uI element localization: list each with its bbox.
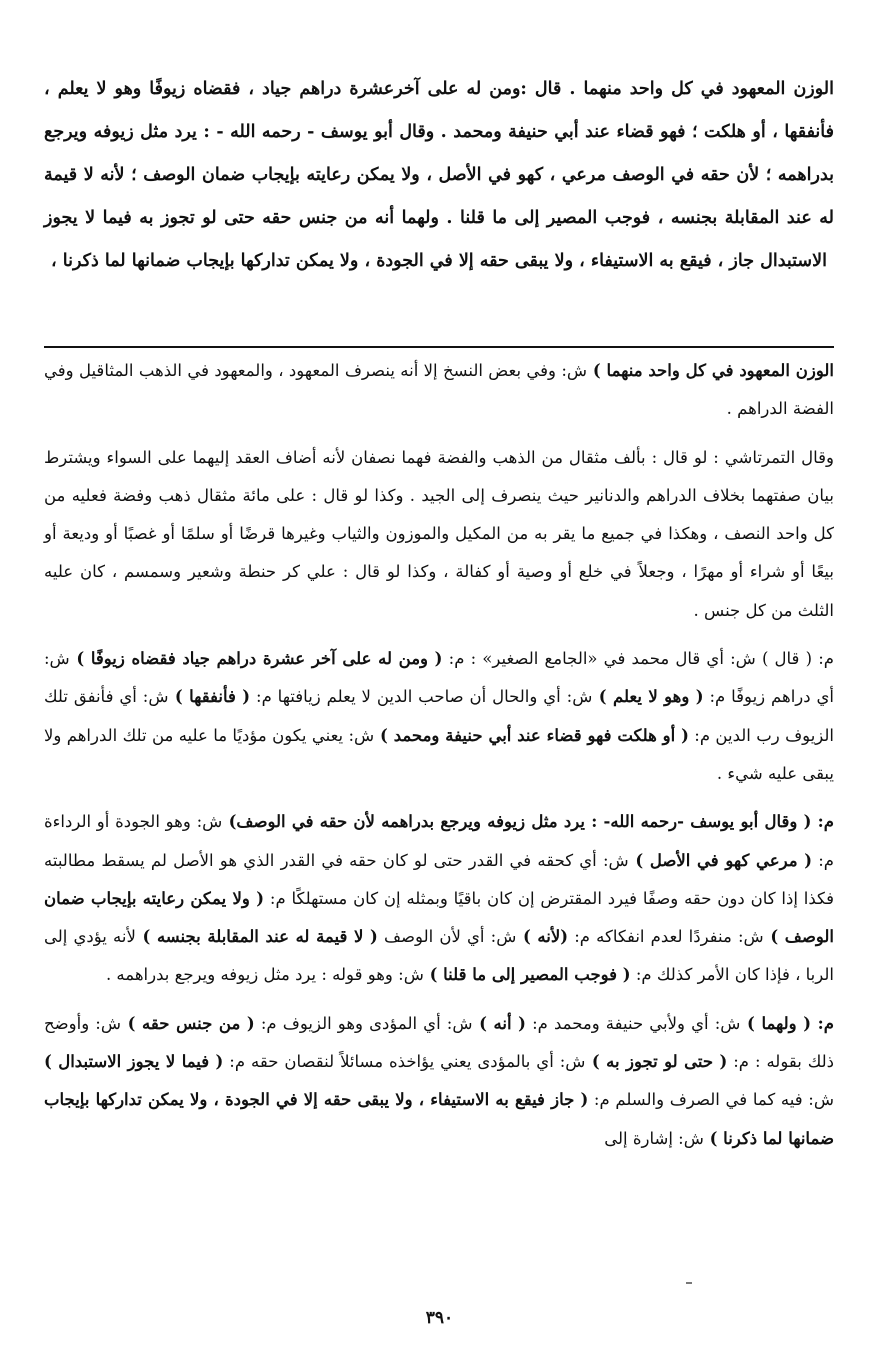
sharh-paragraph-5 xyxy=(44,1005,834,1158)
separator-line xyxy=(44,346,834,348)
text-segment: ش: يعني يكون مؤديًا ما عليه من تلك الدراهم ولا يبقى عليه شيء . xyxy=(44,725,834,783)
text-segment: (لأنه ) xyxy=(516,927,569,947)
text-segment: ( وهو لا يعلم ) xyxy=(592,687,704,707)
text-segment: ( حتى لو تجوز به ) xyxy=(585,1052,728,1072)
text-segment: م: ( قال ) ش: أي قال محمد في «الجامع الصغير» : م: xyxy=(442,649,834,669)
text-segment: ش: وهو قوله : يرد مثل زيوفه ويرجع بدراهمه . xyxy=(105,965,424,985)
sharh-paragraph-3 xyxy=(44,640,834,793)
text-segment: ش: أي بالمؤدى يعني يؤاخذه مسائلاً لنقصان حقه م: xyxy=(223,1052,586,1072)
text-segment: لأنه يؤدي إلى الربا ، فإذا كان الأمر كذلك م: xyxy=(44,927,834,985)
sharh-commentary-block xyxy=(44,352,834,1168)
text-segment: ش: وأوضح ذلك بقوله : م: xyxy=(44,1013,834,1072)
text-segment: ش: فيه كما في الصرف والسلم م: xyxy=(588,1090,834,1110)
text-segment: ش: إشارة إلى xyxy=(604,1128,704,1148)
text-segment: ش: أي دراهم زيوفًا م: xyxy=(44,649,835,707)
text-segment: ش: أي لأن الوصف xyxy=(377,927,517,947)
text-segment: ( ومن له على آخر عشرة دراهم جياد فقضاه زيوفًا ) xyxy=(69,649,443,669)
text-segment: ( ولا يمكن رعايته بإيجاب ضمان الوصف ) xyxy=(44,888,834,947)
text-segment: ش: أي المؤدى وهو الزيوف م: xyxy=(254,1013,473,1033)
text-segment: ش: أي ولأبي حنيفة ومحمد م: xyxy=(526,1013,741,1033)
text-segment: ( أو هلكت فهو قضاء عند أبي حنيفة ومحمد ) xyxy=(374,725,689,745)
text-segment: ش: أي والحال أن صاحب الدين لا يعلم زيافتها م: xyxy=(250,687,593,707)
print-speck xyxy=(686,1282,692,1284)
text-segment: ( من جنس حقه ) xyxy=(121,1013,255,1033)
text-segment: ش: وهو الجودة أو الرداءة م: xyxy=(44,812,835,870)
sharh-paragraph-4 xyxy=(44,803,834,994)
sharh-paragraph-1 xyxy=(44,352,834,429)
text-segment: م: ( ولهما ) xyxy=(740,1013,834,1033)
text-segment: الوزن المعهود في كل واحد منهما ) xyxy=(587,361,834,380)
text-segment: م: ( وقال أبو يوسف -رحمه الله- : يرد مثل زيوفه ويرجع بدراهمه لأن حقه في الوصف) xyxy=(222,812,834,832)
page-number: ٣٩٠ xyxy=(425,1308,454,1328)
matn-paragraph: الوزن المعهود في كل واحد منهما . قال :ومن له على آخرعشرة دراهم جياد ، فقضاه زيوفًا وهو لا يعلم ، فأنفقها ، أو هلكت ؛ فهو قضاء عند أبي حنيفة ومحمد . وقال أبو يوسف - رحمه الله - : يرد مثل زيوفه ويرجع بدراهمه ؛ لأن حقه في الوصف مرعي ، كهو في الأصل ، ولا يمكن رعايته بإيجاب ضمان الوصف ؛ لأنه لا قيمة له عند المقابلة بجنسه ، فوجب المصير إلى ما قلنا . ولهما أنه من جنس حقه حتى لو تجوز به فيما لا يجوز الاستبدال جاز ، فيقع به الاستيفاء ، ولا يبقى حقه إلا في الجودة ، ولا يمكن تداركها بإيجاب ضمانها لما ذكرنا ، xyxy=(44,79,834,271)
text-segment: ( مرعي كهو في الأصل ) xyxy=(628,850,813,870)
text-segment: ش: منفردًا لعدم انفكاكه م: xyxy=(568,927,764,947)
text-segment: ( فأنفقها ) xyxy=(168,687,251,707)
text-segment: وقال التمرتاشي : لو قال : بألف مثقال من الذهب والفضة فهما نصفان لأنه أضاف العقد إليهما على السواء ويشترط بيان صفتهما بخلاف الدراهم والدنانير حيث ينصرف إلى الجيد . وكذا لو قال : على مائة مثقال ذهب وفضة فعليه من كل واحد النصف ، وهكذا في جميع ما يقر به من المكيل والموزون والثياب وغيرها قرضًا أو سلمًا أو غصبًا أو وديعة أو بيعًا أو شراء أو مهرًا ، وجعلاً في خلع أو وصية أو كفالة ، وكذا لو قال : علي كر حنطة وشعير وسمسم ، كان عليه الثلث من كل جنس . xyxy=(44,447,834,620)
text-segment: ش: أي كحقه في القدر حتى لو كان حقه في القدر الذي هو الأصل لم يسقط مطالبته فكذا إذا كان دون حقه وصفًا فيرد المقترض إن كان باقيًا وبمثله إن كان مستهلكًا م: xyxy=(44,850,835,908)
text-segment: ( لا قيمة له عند المقابلة بجنسه ) xyxy=(135,927,378,947)
sharh-paragraph-2 xyxy=(44,439,834,630)
text-segment: ( فوجب المصير إلى ما قلنا ) xyxy=(423,965,631,985)
text-segment: ( فيما لا يجوز الاستبدال ) xyxy=(44,1052,224,1072)
text-segment: ( جاز فيقع به الاستيفاء ، ولا يبقى حقه إلا في الجودة ، ولا يمكن تداركها بإيجاب ضمانها لما ذكرنا ) xyxy=(44,1090,834,1148)
text-segment: ش: وفي بعض النسخ إلا أنه ينصرف المعهود ، والمعهود في الذهب المثاقيل وفي الفضة الدراهم . xyxy=(44,361,834,419)
matn-text-block xyxy=(44,68,834,283)
text-segment: ( أنه ) xyxy=(472,1013,526,1033)
text-segment: ش: أي فأنفق تلك الزيوف رب الدين م: xyxy=(44,687,835,745)
